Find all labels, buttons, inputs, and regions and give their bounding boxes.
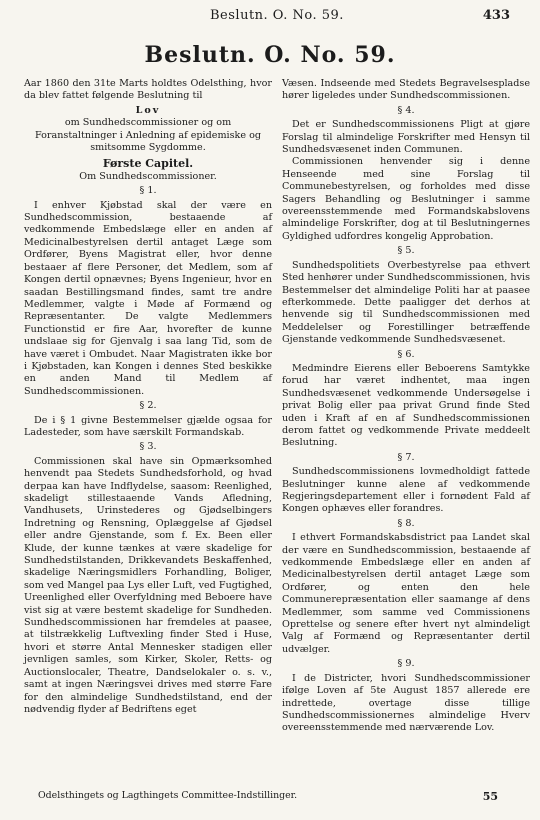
left-column — [24, 78, 272, 716]
section-text-9: I de Districter, hvori Sundhedscommissioner ifølge Loven af 5te August 1857 allerede ere indrettede, overtage disse tillige Sundhedscommissionernes almindelige Hverv overeensstemmende med nærværende Lov. — [282, 672, 530, 734]
signature-number: 55 — [482, 790, 498, 803]
section-text-7: Sundhedscommissionens lovmedholdigt fattede Beslutninger kunne alene af vedkommende Regjeringsdepartement eller i fornødent Fald af Kongen ophæves eller forandres. — [282, 466, 530, 515]
section-heading-1: § 1. — [139, 185, 157, 197]
section-heading-9: § 9. — [397, 658, 415, 670]
page-number: 433 — [482, 8, 510, 23]
intro-paragraph: Aar 1860 den 31te Marts holdtes Odelsthing, hvor da blev fattet følgende Beslutning til — [24, 78, 272, 102]
section-text-4a: Det er Sundhedscommissionens Pligt at gjøre Forslag til almindelige Forskrifter med Hensyn til Sundhedsvæsenet inden Communen. — [282, 119, 530, 156]
section-heading-7: § 7. — [397, 451, 415, 463]
section-text-1: I enhver Kjøbstad skal der være en Sundhedscommission, bestaaende af vedkommende Embedslæge eller en anden af Medicinalbestyrelsen dertil antaget Læge som Ordfører, Byens Magistrat eller, hvor denne bestaaer af flere Personer, det Medlem, som af Kongen dertil opnævnes; Byens Ingenieur, hvor en saadan Bestillingsmand findes, samt tre andre Medlemmer, valgte i Møde af Formænd og Repræsentanter. De valgte Medlemmers Functionstid er fire Aar, hvorefter de kunne undslaae sig for Gjenvalg i saa lang Tid, som de have været i Ombudet. Naar Magistraten ikke bor i Kjøbstaden, kan Kongen i dennes Sted beskikke en anden Mand til Medlem af Sundhedscommissionen. — [24, 199, 272, 397]
chapter-subtitle: Om Sundhedscommissioner. — [79, 170, 217, 182]
section-text-2: De i § 1 givne Bestemmelser gjælde ogsaa for Ladesteder, som have særskilt Formandskab. — [24, 414, 272, 438]
running-head: Beslutn. O. No. 59. — [210, 8, 344, 23]
section-text-6: Medmindre Eierens eller Beboerens Samtykke forud har været indhentet, maa ingen Sundhedsvæsenet vedkommende Undersøgelse i privat Bolig eller paa privat Grund finde Sted uden i Kraft af en af Sundhedscommissionen derom fattet og vedkommende Private meddeelt Beslutning. — [282, 362, 530, 449]
section-heading-6: § 6. — [397, 348, 415, 360]
section-heading-5: § 5. — [397, 245, 415, 257]
section-text-3: Commissionen skal have sin Opmærksomhed henvendt paa Stedets Sundhedsforhold, og hvad derpaa kan have Indflydelse, saasom: Reenlighed, skadeligt stillestaaende Vands Afledning, Vandhusets, Urinstederes og Gjødselbingers Indretning og Rensning, Oplæggelse af Gjødsel eller andre Gjenstande, som f. Ex. Been eller Klude, der kunne tænkes at være skadelige for Sundhedstilstanden, Drikkevandets Beskaffenhed, skadelige Næringsmidlers Forhandling, Boliger, som ved Mangel paa Lys eller Luft, ved Fugtighed, Ureenlighed eller Overfyldning med Beboere have vist sig at være bestemt skadelige for Sundheden. Sundhedscommissionen har fremdeles at paasee, at tilstrækkelig Luftvexling finder Sted i Huse, hvori et større Antal Mennesker stadigen eller jevnligen samles, som Kirker, Skoler, Retts- og Auctionslocaler, Theatre, Dandselokaler o. s. v., samt at ingen Næringsvei drives med større Fare for den almindelige Sundhedstilstand, end der nødvendig flyder af Bedriftens eget — [24, 455, 272, 715]
page-header — [170, 8, 510, 28]
page-title: Beslutn. O. No. 59. — [144, 42, 396, 68]
document-title: Lov — [135, 104, 161, 116]
section-text-3-continued: Væsen. Indseende med Stedets Begravelsespladse hører ligeledes under Sundhedscommissionen. — [282, 78, 530, 102]
section-text-4b: Commissionen henvender sig i denne Henseende med sine Forslag til Communebestyrelsen, og forholdes med disse Sagers Behandling og Beslutninger i samme overeensstemmende med Formandskabslovens almindelige Forskrifter, dog at til Beslutningernes Gyldighed udfordres kongelig Approbation. — [282, 156, 530, 242]
section-text-5: Sundhedspolitiets Overbestyrelse paa ethvert Sted henhører under Sundhedscommissionen, hvis Bestemmelser det almindelige Politi har at paasee efterkommede. Dette paaligger det derhos at henvende sig til Sundhedscommissionen med Meddelelser og Forestillinger betræffende Gjenstande vedkommende Sundhedsvæsenet. — [282, 259, 530, 346]
right-column — [282, 78, 530, 735]
section-heading-8: § 8. — [397, 517, 415, 529]
page-footer — [38, 790, 498, 806]
section-heading-2: § 2. — [139, 400, 157, 412]
section-heading-3: § 3. — [139, 441, 157, 453]
section-heading-4: § 4. — [397, 104, 415, 116]
chapter-heading: Første Capitel. — [102, 157, 194, 171]
document-subtitle: om Sundhedscommissioner og om Foranstaltninger i Anledning af epidemiske og smitsomme Sygdomme. — [35, 117, 261, 154]
section-text-8: I ethvert Formandskabsdistrict paa Landet skal der være en Sundhedscommission, bestaaende af vedkommende Embedslæge eller en anden af Medicinalbestyrelsen dertil antaget Læge som Ordfører, og enten den hele Communerepræsentation eller saamange af dens Medlemmer, som samme ved Commissionens Oprettelse og senere efter hvert nyt almindeligt Valg af Formænd og Repræsentanter dertil udvælger. — [282, 532, 530, 655]
footer-text: Odelsthingets og Lagthingets Committee-Indstillinger. — [38, 790, 298, 801]
